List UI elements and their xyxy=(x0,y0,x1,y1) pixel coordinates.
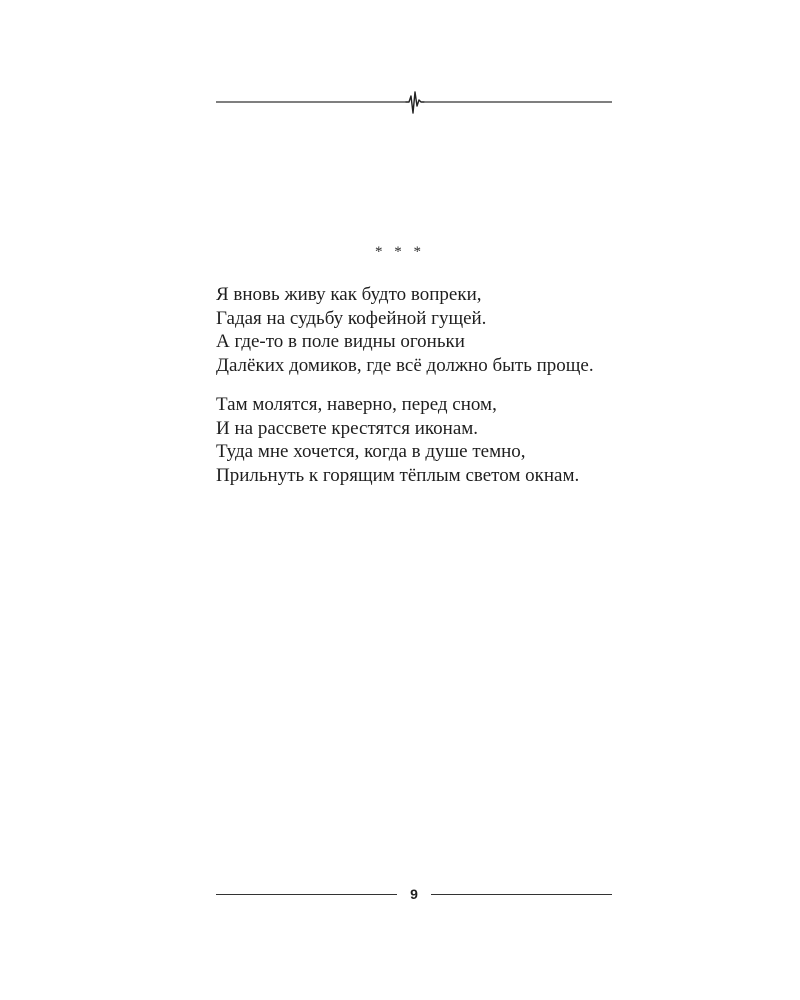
footer-rule-right xyxy=(431,894,612,895)
page-number: 9 xyxy=(410,886,418,902)
page-footer xyxy=(216,884,612,906)
footer-rule-left xyxy=(216,894,397,895)
poem-line: А где-то в поле видны огоньки xyxy=(216,331,465,352)
poem-line: И на рассвете крестятся иконам. xyxy=(216,417,479,439)
poem-line: Там молятся, наверно, перед сном, xyxy=(216,394,497,415)
poem-line: Гадая на судьбу кофейной гущей. xyxy=(216,307,487,329)
heartbeat-line-icon xyxy=(216,88,612,116)
poem-line: Туда мне хочется, когда в душе темно, xyxy=(216,441,526,462)
poem-separator: * * * xyxy=(375,244,425,260)
poem-line: Прильнуть к горящим тёплым светом окнам. xyxy=(216,464,580,486)
stanza xyxy=(216,283,636,377)
poem-line: Я вновь живу как будто вопреки, xyxy=(216,284,482,305)
poem-body xyxy=(216,283,636,503)
header-ornament xyxy=(216,88,612,116)
poem-line: Далёких домиков, где всё должно быть проще. xyxy=(216,354,594,376)
stanza xyxy=(216,393,636,487)
